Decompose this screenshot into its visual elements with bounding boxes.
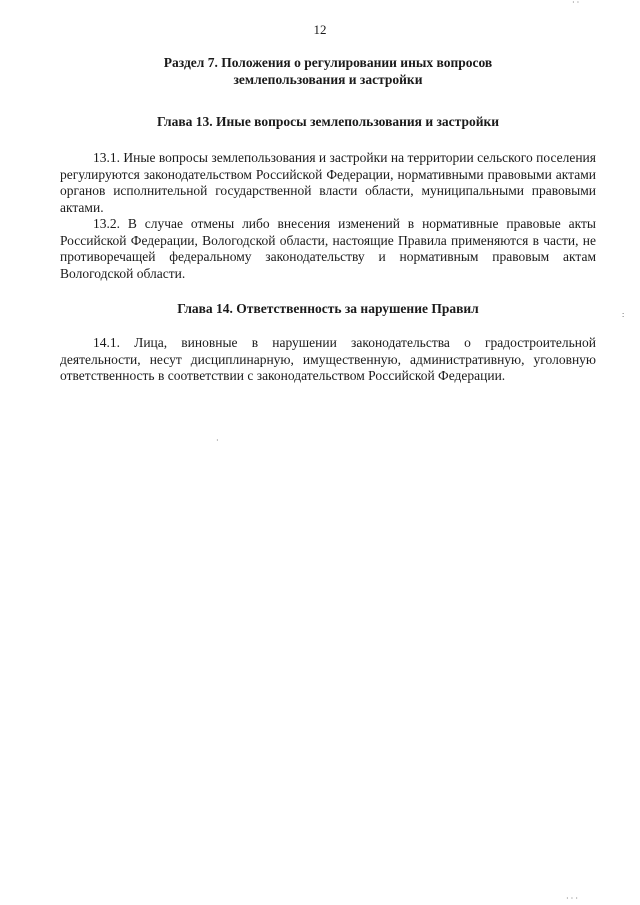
scan-speck: · [216, 436, 219, 445]
chapter-13-title: Глава 13. Иные вопросы землепользования и застройки [156, 114, 500, 129]
section-title-line-1: Раздел 7. Положения о регулировании иных вопросов [163, 55, 493, 70]
section-title-line-2: землепользования и застройки [233, 72, 423, 87]
chapter-14-title: Глава 14. Ответственность за нарушение Правил [177, 301, 479, 316]
paragraph-14-1: 14.1. Лица, виновные в нарушении законодательства о градостроительной деятельности, несут дисциплинарную, имущественную, административную, уголовную ответственность в соответствии с законодательством Российской Федерации. [60, 335, 596, 383]
paragraph-13-2: 13.2. В случае отмены либо внесения изменений в нормативные правовые акты Российской Федерации, Вологодской области, настоящие Правила применяются в части, не противоречащей федеральному законодательству и нормативным правовым актам Вологодской области. [60, 216, 596, 281]
section-title [60, 54, 596, 88]
page-number: 12 [313, 22, 327, 37]
document-body [60, 54, 596, 385]
paragraph-13-1: 13.1. Иные вопросы землепользования и застройки на территории сельского поселения регулируются законодательством Российской Федерации, нормативными правовыми актами органов исполнительной государственной власти области, муниципальными правовыми актами. [60, 150, 596, 215]
scan-speck: : [622, 310, 625, 319]
scan-speck: · · [572, 0, 580, 7]
scan-speck: · · · [566, 894, 578, 903]
